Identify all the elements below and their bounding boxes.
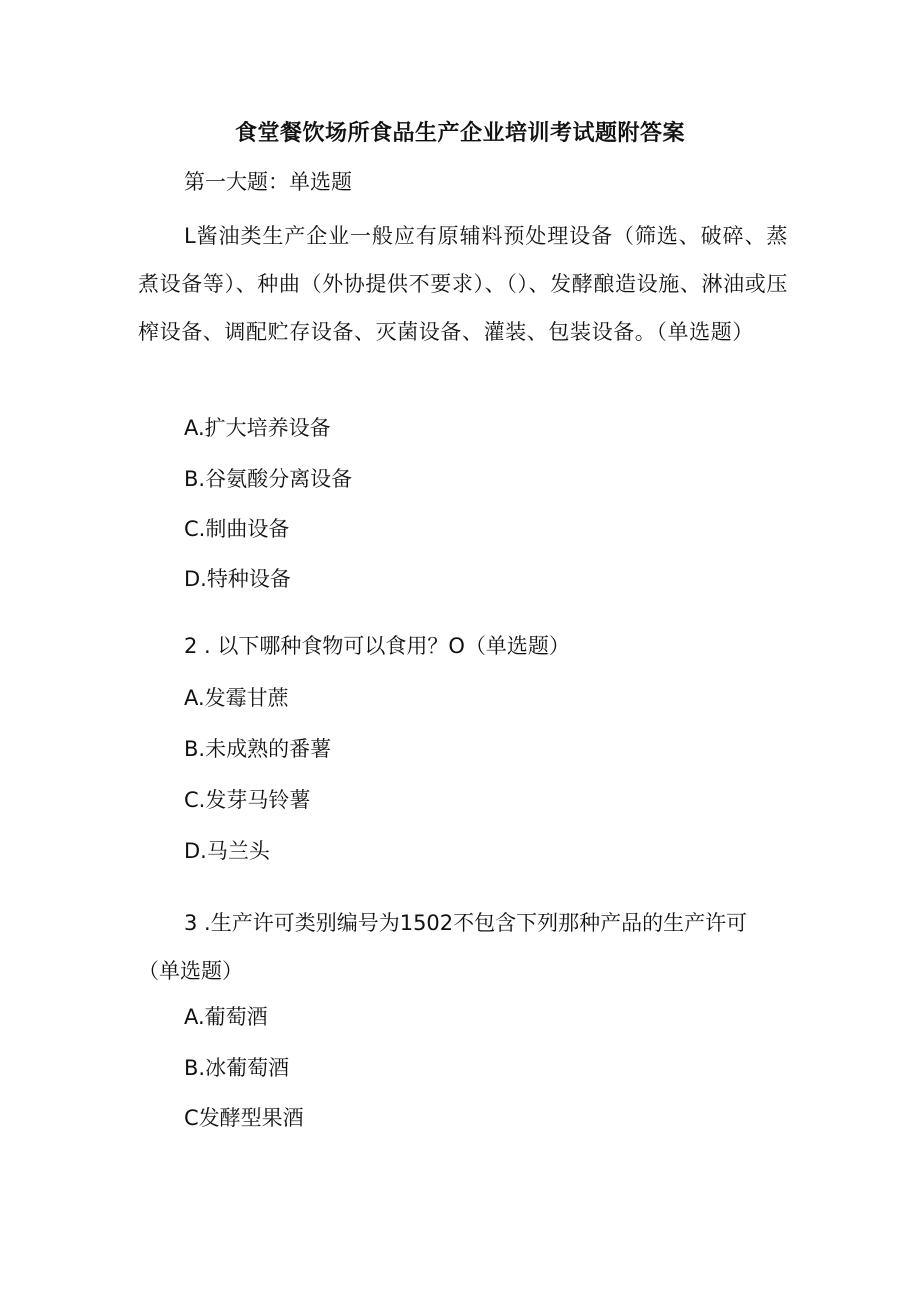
section-heading: 第一大题：单选题 [184, 170, 352, 194]
document-title: 食堂餐饮场所食品生产企业培训考试题附答案 [234, 121, 685, 146]
question-1-option-a: A.扩大培养设备 [184, 416, 331, 440]
question-3-text: 3 .生产许可类别编号为1502不包含下列那种产品的生产许可（单选题） [138, 911, 748, 983]
question-3-option-b: B.冰葡萄酒 [184, 1056, 290, 1080]
question-1-option-b: B.谷氨酸分离设备 [184, 467, 353, 491]
question-2-option-c: C.发芽马铃薯 [184, 788, 311, 812]
question-3-option-a: A.葡萄酒 [184, 1005, 268, 1029]
question-2-option-d: D.马兰头 [184, 839, 270, 863]
question-1-option-c: C.制曲设备 [184, 517, 290, 541]
question-3-option-c: C发酵型果酒 [184, 1106, 304, 1130]
question-2-text: 2 . 以下哪种食物可以食用？O（单选题） [184, 634, 570, 658]
question-2-option-b: B.未成熟的番薯 [184, 737, 332, 761]
question-2-option-a: A.发霉甘蔗 [184, 686, 289, 710]
question-1-option-d: D.特种设备 [184, 567, 291, 591]
question-1-text: L酱油类生产企业一般应有原辅料预处理设备（筛选、破碎、蒸煮设备等）、种曲（外协提供不要求）、（）、发酵酿造设施、淋油或压榨设备、调配贮存设备、灭菌设备、灌装、包装设备。（单选题） [138, 224, 788, 344]
